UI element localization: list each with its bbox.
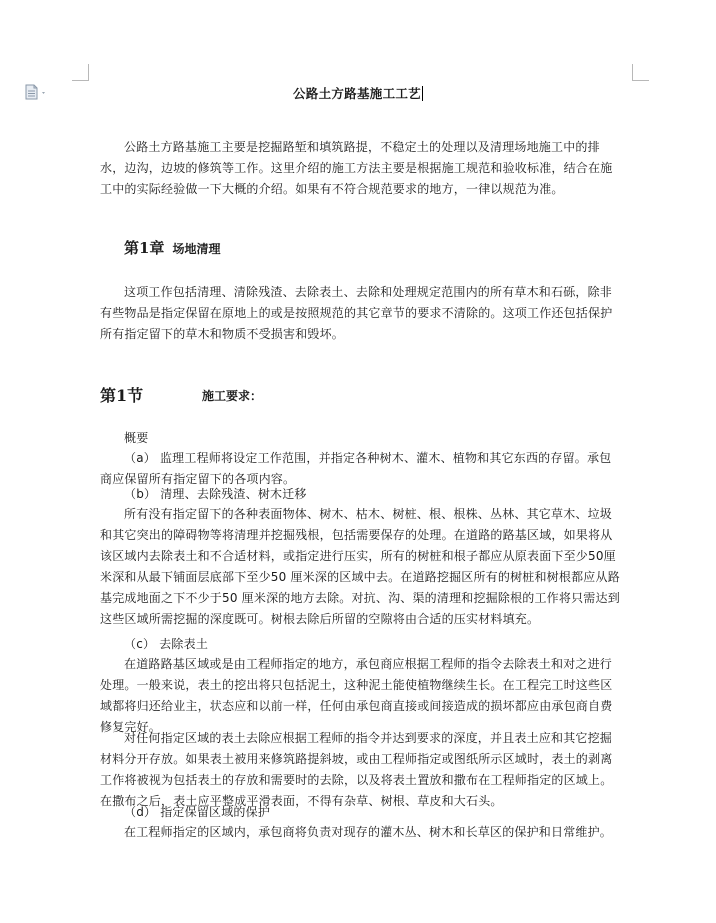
chapter-paragraph: 这项工作包括清理、清除残渣、去除表土、去除和处理规定范围内的所有草木和石砾，除非有些物品是指定保留在原地上的或是按照规范的其它章节的要求不清除的。这项工作还包括保护所有指定留下的草木和物质不受损害和毁坏。 (100, 285, 613, 341)
chapter-title: 场地清理 (172, 242, 221, 256)
page-corner-mark-right (632, 64, 649, 81)
text-cursor (422, 86, 423, 101)
item-c-paragraph-1: 在道路路基区域或是由工程师指定的地方，承包商应根据工程师的指令去除表土和对之进行处理。一般来说，表土的挖出将只包括泥土，这种泥土能使植物继续生长。在工程完工时这些区域都将归还给业主，状态应和以前一样，任何由承包商直接或间接造成的损坏都应由承包商自费修复完好。 (100, 657, 613, 734)
item-c-heading: （c） 去除表土 (124, 637, 209, 651)
item-a-paragraph: （a） 监理工程师将设定工作范围，并指定各种树木、灌木、植物和其它东西的存留。承包商应保留所有指定留下的各项内容。 (100, 451, 612, 486)
item-d-heading: （d） 指定保留区域的保护 (124, 805, 271, 819)
item-d-paragraph: 在工程师指定的区域内，承包商将负责对现存的灌木丛、树木和长草区的保护和日常维护。 (124, 825, 613, 839)
document-title[interactable] (0, 84, 716, 102)
page-corner-mark-left (72, 64, 89, 81)
section-number: 第1节 (100, 386, 144, 405)
document-title-text: 公路土方路基施工工艺 (292, 86, 421, 101)
chapter-number: 第1章 (124, 239, 165, 257)
item-b-heading: （b） 清理、去除残渣、树木迁移 (124, 487, 307, 501)
section-title: 施工要求： (202, 389, 263, 403)
chapter-heading (124, 237, 220, 258)
item-b-paragraph: 所有没有指定留下的各种表面物体、树木、枯木、树桩、根、根株、丛林、其它草木、垃圾和其它突出的障碍物等将清理并挖掘残根，包括需要保存的处理。在道路的路基区域，如果将从该区域内去除表土和不合适材料，或指定进行压实，所有的树桩和根子都应从原表面下至少50厘米深和从最下铺面层底部下至少50 厘米深的区域中去。在道路挖掘区所有的树桩和树根都应从路基完成地面之下不少于50 厘米深的地方去除。对抗、沟、渠的清理和挖掘除根的工作将只需达到这些区域所需挖掘的深度既可。树根去除后所留的空隙将由合适的压实材料填充。 (100, 507, 620, 626)
intro-paragraph: 公路土方路基施工主要是挖掘路堑和填筑路提，不稳定土的处理以及清理场地施工中的排水，边沟，边坡的修筑等工作。这里介绍的施工方法主要是根据施工规范和验收标准，结合在施工中的实际经验做一下大概的介绍。如果有不符合规范要求的地方，一律以规范为准。 (100, 140, 613, 196)
item-c-paragraph-2: 对任何指定区域的表土去除应根据工程师的指令并达到要求的深度，并且表土应和其它挖掘材料分开存放。如果表土被用来修筑路提斜坡，或由工程师指定或图纸所示区域时，表土的剥离工作将被视为包括表土的存放和需要时的去除，以及将表土置放和撒布在工程师指定的区域上。在撒布之后，表土应平整成平滑表面，不得有杂草、树根、草皮和大石头。 (100, 731, 613, 808)
overview-label: 概要 (124, 431, 149, 445)
